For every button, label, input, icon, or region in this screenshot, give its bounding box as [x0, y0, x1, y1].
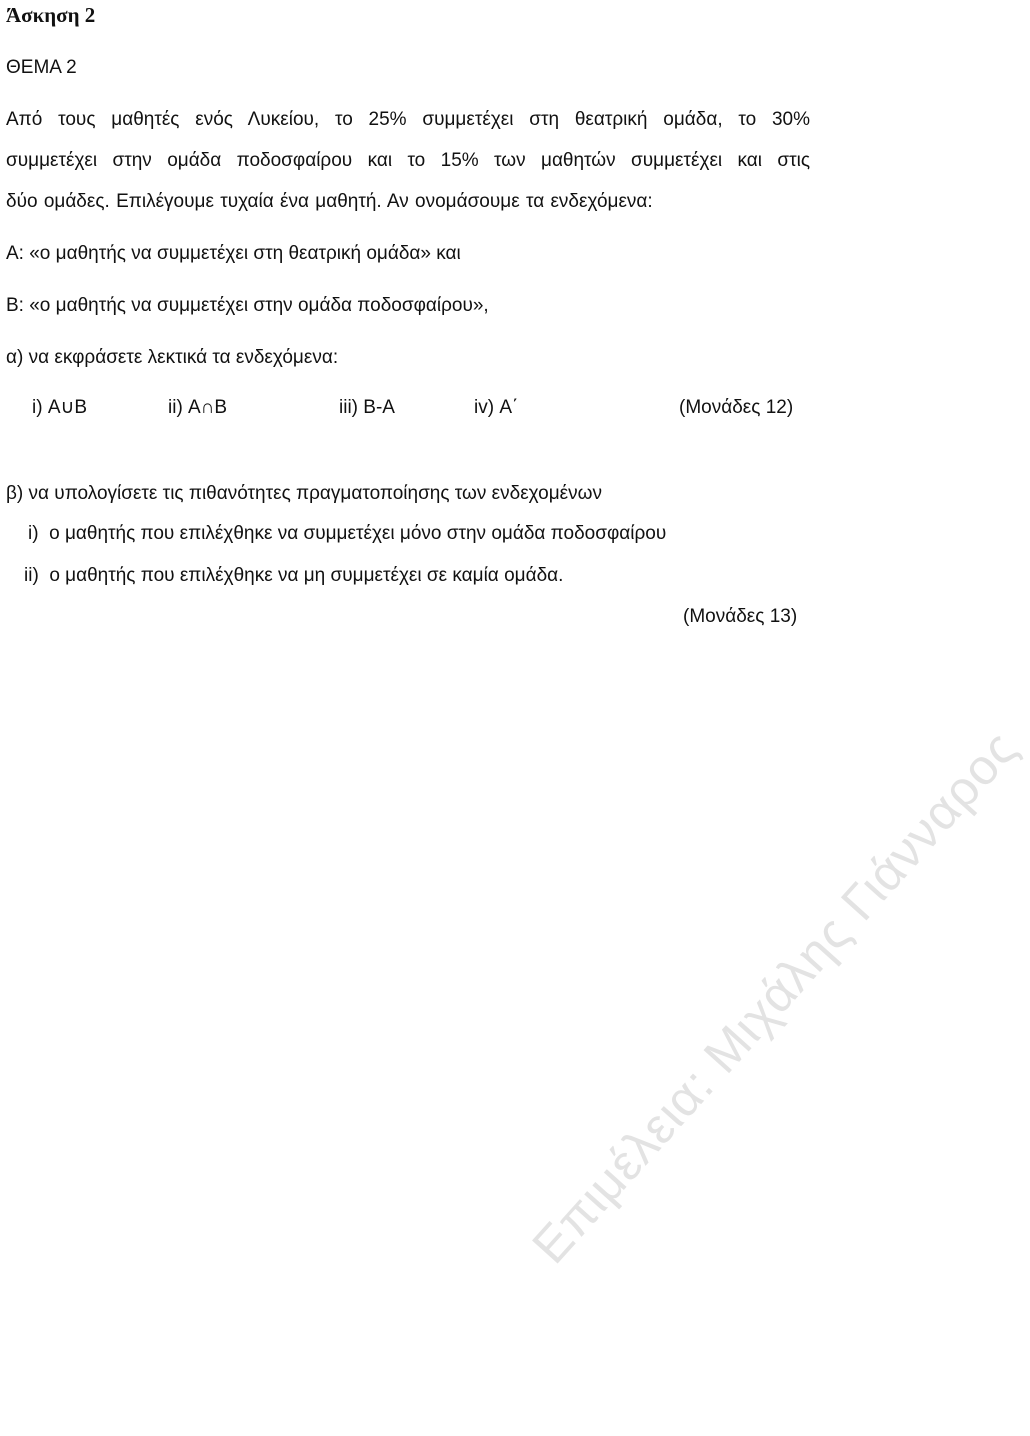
event-a-definition: Α: «ο μαθητής να συμμετέχει στη θεατρική ομάδα» και [6, 243, 461, 264]
paragraph-line-3: δύο ομάδες. Επιλέγουμε τυχαία ένα μαθητή. Αν ονομάσουμε τα ενδεχόμενα: [6, 191, 653, 212]
subject-heading: ΘΕΜΑ 2 [6, 57, 77, 78]
part-a-item-difference: iii) Β-Α [339, 397, 395, 418]
paragraph-line-1: Από τους μαθητές ενός Λυκείου, το 25% συμμετέχει στη θεατρική ομάδα, το 30% [6, 109, 810, 130]
paragraph-line-2: συμμετέχει στην ομάδα ποδοσφαίρου και το 15% των μαθητών συμμετέχει και στις [6, 150, 810, 171]
exercise-title: Άσκηση 2 [6, 3, 96, 27]
author-watermark: Επιμέλεια: Μιχάλης Γιάνναρος [521, 719, 1029, 1274]
part-b-prompt: β) να υπολογίσετε τις πιθανότητες πραγματοποίησης των ενδεχομένων [6, 483, 602, 504]
part-a-item-union: i) Α∪Β [32, 397, 88, 418]
part-b-marks: (Μονάδες 13) [683, 606, 798, 627]
part-b-item-1: i) ο μαθητής που επιλέχθηκε να συμμετέχει μόνο στην ομάδα ποδοσφαίρου [28, 523, 667, 544]
part-a-item-complement: iv) Α΄ [474, 397, 519, 418]
part-a-prompt: α) να εκφράσετε λεκτικά τα ενδεχόμενα: [6, 347, 339, 368]
part-a-marks: (Μονάδες 12) [679, 397, 794, 418]
part-b-item-2: ii) ο μαθητής που επιλέχθηκε να μη συμμετέχει σε καμία ομάδα. [24, 565, 564, 586]
part-a-item-intersection: ii) Α∩Β [168, 397, 228, 418]
event-b-definition: Β: «ο μαθητής να συμμετέχει στην ομάδα ποδοσφαίρου», [6, 295, 489, 316]
